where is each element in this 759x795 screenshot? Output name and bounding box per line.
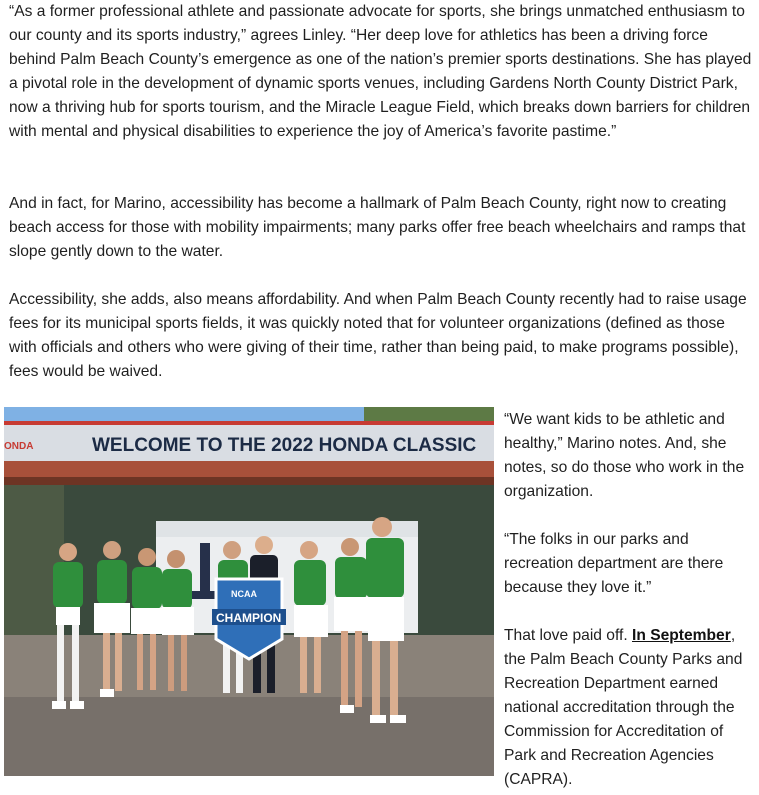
sidebar-quote-folks: “The folks in our parks and recreation department are there because they love it.” — [504, 531, 724, 596]
banner-left-text: ONDA — [4, 441, 34, 452]
paragraph-linley-quote: “As a former professional athlete and passionate advocate for sports, she brings unmatched enthusiasm to our county and its sports industry,” agrees Linley. “Her deep love for athletics has been a driving force behind Palm Beach County’s emergence as one of the nation’s premier sports destinations. She has played a pivotal role in the development of dynamic sports venues, including Gardens North County District Park, now a thriving hub for sports tourism, and the Miracle League Field, which breaks down barriers for children with mental and physical disabilities to experience the joy of America’s favorite pastime.” — [9, 3, 752, 140]
sidebar-accreditation — [504, 624, 754, 792]
paragraph-affordability: Accessibility, she adds, also means affordability. And when Palm Beach County recently had to raise usage fees for its municipal sports fields, it was quickly noted that for volunteer organizations (defined as those with officials and others who were giving of their time, rather than being paid, to make programs possible), fees would be waived. — [9, 291, 747, 380]
sign-champion-text: CHAMPION — [216, 611, 282, 625]
banner-text: WELCOME TO THE 2022 HONDA CLASSIC — [92, 435, 477, 456]
sign-top-text: NCAA — [231, 589, 257, 599]
sidebar-quote-marino: “We want kids to be athletic and healthy,” Marino notes. And, she notes, so do those who work in the organization. — [504, 411, 745, 500]
accreditation-text-end: , the Palm Beach County Parks and Recreation Department earned national accreditation through the Commission for Accreditation of Park and Recreation Agencies (CAPRA). — [504, 627, 743, 788]
accreditation-text-start: That love paid off. — [504, 627, 633, 644]
in-september-link[interactable]: In September — [632, 627, 731, 644]
team-champion-photo — [4, 407, 494, 776]
paragraph-accessibility: And in fact, for Marino, accessibility has become a hallmark of Palm Beach County, right now to creating beach access for those with mobility impairments; many parks offer free beach wheelchairs and ramps that slope gently down to the water. — [9, 195, 746, 260]
